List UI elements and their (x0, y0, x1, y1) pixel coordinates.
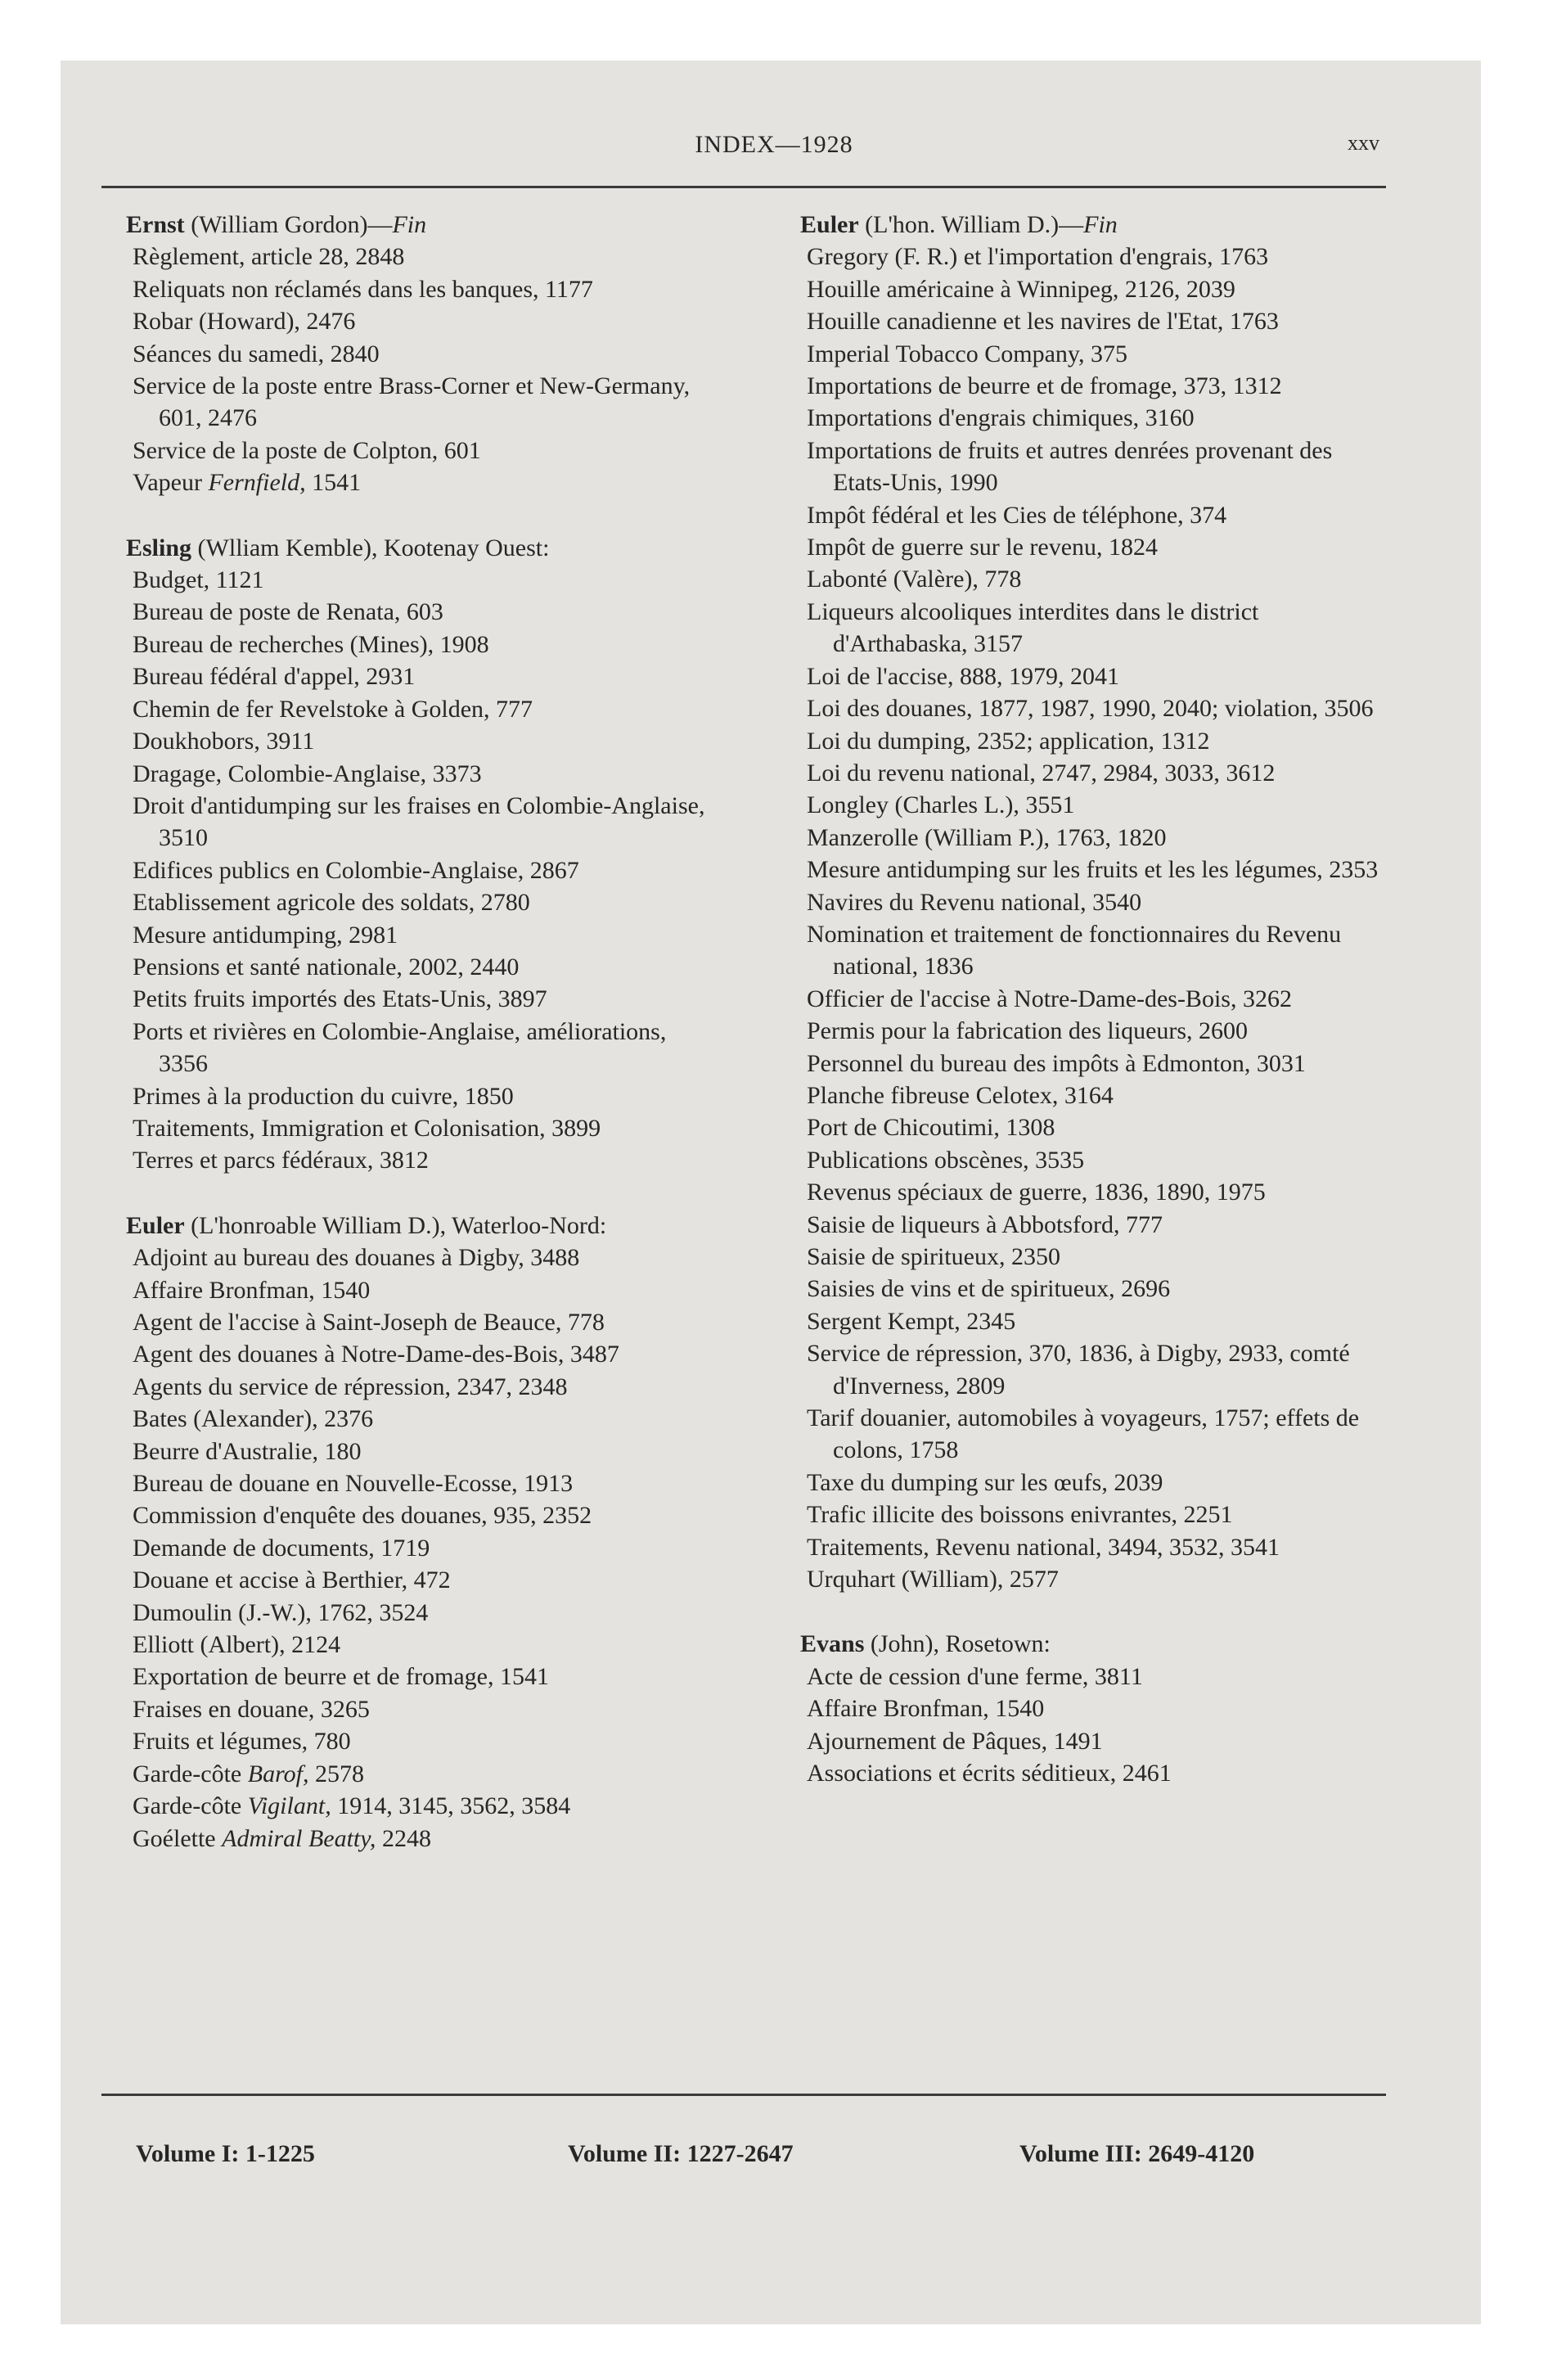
entry-italic: Admiral Beatty, (222, 1824, 376, 1852)
entry-italic: Vigilant, (247, 1792, 331, 1820)
index-entry (776, 370, 1391, 402)
index-entry (101, 1564, 717, 1596)
index-entry (776, 886, 1391, 918)
entry-text: Agent de l'accise à Saint-Joseph de Beauce, 778 (133, 1309, 605, 1336)
index-entry (101, 1693, 717, 1725)
entry-text: Houille américaine à Winnipeg, 2126, 2039 (807, 275, 1235, 303)
entry-text: Séances du samedi, 2840 (133, 340, 380, 367)
index-entry (776, 822, 1391, 854)
entry-text: Loi des douanes, 1877, 1987, 1990, 2040; violation, 3506 (807, 695, 1374, 723)
entry-text: Sergent Kempt, 2345 (807, 1307, 1016, 1335)
entry-text: Droit d'antidumping sur les fraises en Colombie-Anglaise, 3510 (133, 791, 705, 852)
entry-text: Adjoint au bureau des douanes à Digby, 3488 (133, 1244, 580, 1272)
entry-text: Reliquats non réclamés dans les banques, 1177 (133, 275, 593, 303)
entry-text: Garde-côte (133, 1792, 248, 1820)
entry-italic: Fernfield, (208, 469, 306, 497)
entry-text: Planche fibreuse Celotex, 3164 (807, 1081, 1114, 1109)
entry-text: Bureau de douane en Nouvelle-Ecosse, 1913 (133, 1470, 574, 1498)
index-entry (776, 1048, 1391, 1080)
index-entry (776, 1563, 1391, 1595)
index-entry (101, 1790, 717, 1822)
entry-text: Commission d'enquête des douanes, 935, 2352 (133, 1502, 592, 1530)
entry-text: Revenus spéciaux de guerre, 1836, 1890, 1975 (807, 1179, 1266, 1206)
index-entry (101, 951, 717, 983)
entry-text: Loi du dumping, 2352; application, 1312 (807, 727, 1210, 755)
entry-text: Gregory (F. R.) et l'importation d'engrais, 1763 (807, 243, 1269, 271)
index-entry (101, 1597, 717, 1629)
entry-text: Associations et écrits séditieux, 2461 (807, 1760, 1172, 1787)
entry-text: Impôt de guerre sur le revenu, 1824 (807, 534, 1159, 561)
entry-text: Manzerolle (William P.), 1763, 1820 (807, 823, 1167, 851)
entry-text: Elliott (Albert), 2124 (133, 1631, 341, 1659)
heading-detail: (L'hon. William D.)— (858, 211, 1084, 238)
index-entry (776, 338, 1391, 370)
entry-text: Saisie de spiritueux, 2350 (807, 1243, 1060, 1270)
entry-text: Demande de documents, 1719 (133, 1534, 430, 1562)
entry-text: Terres et parcs fédéraux, 3812 (133, 1147, 429, 1174)
index-entry (101, 370, 717, 435)
right-column (776, 209, 1391, 1790)
index-entry (101, 1629, 717, 1661)
index-entry (776, 241, 1391, 273)
index-entry (776, 918, 1391, 983)
entry-text: 1541 (305, 469, 362, 497)
entry-text: Trafic illicite des boissons enivrantes, 2251 (807, 1501, 1233, 1529)
entry-text: Permis pour la fabrication des liqueurs, 2600 (807, 1017, 1249, 1045)
footer-volume-1: Volume I: 1-1225 (136, 2140, 315, 2167)
index-entry (776, 1015, 1391, 1047)
section-gap (776, 1595, 1391, 1628)
index-entry (101, 725, 717, 757)
entry-text: Affaire Bronfman, 1540 (807, 1695, 1045, 1723)
index-entry (101, 1144, 717, 1176)
entry-text: Douane et accise à Berthier, 472 (133, 1566, 451, 1594)
entry-text: Bates (Alexander), 2376 (133, 1405, 374, 1433)
entry-text: Ajournement de Pâques, 1491 (807, 1727, 1103, 1755)
index-entry (101, 305, 717, 337)
index-entry (776, 273, 1391, 305)
entry-text: Officier de l'accise à Notre-Dame-des-Bois, 3262 (807, 985, 1292, 1012)
entry-text: Service de la poste entre Brass-Corner et New-Germany, 601, 2476 (133, 372, 691, 432)
index-heading (776, 209, 1391, 241)
index-heading (776, 1628, 1391, 1660)
entry-text: Exportation de beurre et de fromage, 1541 (133, 1663, 549, 1691)
index-entry (101, 693, 717, 725)
entry-text: Personnel du bureau des impôts à Edmonton, 3031 (807, 1049, 1306, 1077)
index-entry (776, 1531, 1391, 1563)
index-entry (101, 1758, 717, 1790)
entry-text: Tarif douanier, automobiles à voyageurs, 1757; effets de colons, 1758 (807, 1404, 1360, 1464)
index-entry (101, 660, 717, 692)
index-entry (776, 1467, 1391, 1499)
entry-text: Ports et rivières en Colombie-Anglaise, améliorations, 3356 (133, 1017, 667, 1078)
index-entry (101, 241, 717, 273)
section-gap (101, 1177, 717, 1210)
index-entry (101, 1403, 717, 1435)
index-entry (776, 1337, 1391, 1402)
entry-text: Liqueurs alcooliques interdites dans le district d'Arthabaska, 3157 (807, 597, 1259, 658)
entry-text: Goélette (133, 1824, 223, 1852)
entry-text: Taxe du dumping sur les œufs, 2039 (807, 1468, 1163, 1496)
entry-text: Bureau de poste de Renata, 603 (133, 598, 443, 626)
index-entry (776, 1661, 1391, 1693)
entry-text: Petits fruits importés des Etats-Unis, 3897 (133, 985, 547, 1013)
heading-name: Ernst (126, 211, 185, 238)
index-heading (101, 1210, 717, 1242)
heading-name: Euler (126, 1211, 185, 1239)
index-entry (776, 499, 1391, 531)
entry-text: Service de la poste de Colpton, 601 (133, 436, 481, 464)
entry-text: Importations d'engrais chimiques, 3160 (807, 404, 1195, 432)
heading-detail: (John), Rosetown: (864, 1630, 1051, 1658)
index-entry (776, 1693, 1391, 1724)
entry-text: Agent des douanes à Notre-Dame-des-Bois, 3487 (133, 1341, 619, 1368)
heading-detail: (Wlliam Kemble), Kootenay Ouest: (191, 534, 550, 561)
entry-text: Etablissement agricole des soldats, 2780 (133, 889, 530, 917)
index-entry (101, 1274, 717, 1306)
entry-text: Publications obscènes, 3535 (807, 1146, 1085, 1174)
entry-text: 2248 (376, 1824, 431, 1852)
entry-text: Urquhart (William), 2577 (807, 1566, 1059, 1593)
index-entry (776, 1080, 1391, 1111)
entry-text: Impôt fédéral et les Cies de téléphone, 374 (807, 501, 1227, 529)
index-entry (101, 1338, 717, 1370)
entry-text: Loi de l'accise, 888, 1979, 2041 (807, 662, 1119, 690)
index-entry (101, 564, 717, 596)
index-entry (101, 1306, 717, 1338)
heading-detail-italic: Fin (1083, 211, 1118, 238)
index-entry (776, 1176, 1391, 1208)
footer-rule (101, 2094, 1386, 2096)
left-column (101, 209, 717, 1855)
index-entry (776, 983, 1391, 1015)
index-entry (776, 402, 1391, 434)
entry-text: Mesure antidumping, 2981 (133, 921, 398, 949)
entry-text: Beurre d'Australie, 180 (133, 1437, 362, 1465)
footer-volume-2: Volume II: 1227-2647 (568, 2140, 794, 2167)
entry-text: Edifices publics en Colombie-Anglaise, 2867 (133, 856, 579, 884)
index-entry (101, 1467, 717, 1499)
entry-text: Saisies de vins et de spiritueux, 2696 (807, 1275, 1171, 1303)
entry-text: Primes à la production du cuivre, 1850 (133, 1082, 514, 1110)
index-entry (101, 629, 717, 660)
index-entry (101, 435, 717, 467)
header-rule (101, 186, 1386, 188)
index-entry (101, 596, 717, 628)
heading-detail: (William Gordon)— (184, 211, 393, 238)
entry-text: Dragage, Colombie-Anglaise, 3373 (133, 760, 482, 787)
entry-text: Traitements, Immigration et Colonisation, 3899 (133, 1114, 601, 1142)
entry-text: Navires du Revenu national, 3540 (807, 888, 1142, 916)
entry-text: Pensions et santé nationale, 2002, 2440 (133, 953, 520, 980)
index-entry (776, 596, 1391, 660)
heading-detail: (L'honroable William D.), Waterloo-Nord: (184, 1211, 607, 1239)
heading-name: Evans (800, 1630, 865, 1658)
index-entry (776, 1725, 1391, 1757)
page-number: xxv (1348, 131, 1379, 155)
entry-text: Fraises en douane, 3265 (133, 1695, 370, 1723)
heading-name: Euler (800, 211, 859, 238)
index-heading (101, 209, 717, 241)
entry-text: Affaire Bronfman, 1540 (133, 1276, 371, 1304)
entry-text: Labonté (Valère), 778 (807, 566, 1022, 593)
index-entry (101, 983, 717, 1015)
entry-text: Nomination et traitement de fonctionnaires du Revenu national, 1836 (807, 920, 1342, 980)
entry-text: Service de répression, 370, 1836, à Digby, 2933, comté d'Inverness, 2809 (807, 1340, 1350, 1400)
index-entry (101, 1080, 717, 1112)
index-entry (776, 1273, 1391, 1305)
index-entry (101, 854, 717, 886)
entry-text: 1914, 3145, 3562, 3584 (331, 1792, 571, 1820)
index-entry (101, 467, 717, 498)
entry-text: 2578 (308, 1760, 364, 1787)
entry-text: Agents du service de répression, 2347, 2348 (133, 1373, 568, 1400)
index-entry (776, 1144, 1391, 1176)
index-heading (101, 532, 717, 564)
index-entry (776, 692, 1391, 724)
entry-text: Dumoulin (J.-W.), 1762, 3524 (133, 1598, 429, 1626)
index-entry (776, 563, 1391, 595)
index-entry (776, 660, 1391, 692)
entry-text: Importations de beurre et de fromage, 373, 1312 (807, 372, 1282, 400)
entry-text: Robar (Howard), 2476 (133, 308, 356, 336)
index-entry (101, 1823, 717, 1855)
entry-text: Traitements, Revenu national, 3494, 3532, 3541 (807, 1533, 1280, 1561)
index-entry (776, 725, 1391, 757)
index-entry (101, 1016, 717, 1080)
entry-italic: Barof, (247, 1760, 309, 1787)
entry-text: Houille canadienne et les navires de l'Etat, 1763 (807, 308, 1279, 336)
index-entry (776, 789, 1391, 821)
entry-text: Budget, 1121 (133, 566, 264, 594)
index-entry (776, 757, 1391, 789)
index-entry (776, 854, 1391, 886)
index-entry (776, 305, 1391, 337)
index-entry (776, 435, 1391, 499)
heading-detail-italic: Fin (392, 211, 427, 238)
entry-text: Longley (Charles L.), 3551 (807, 791, 1075, 819)
index-entry (776, 1241, 1391, 1273)
entry-text: Garde-côte (133, 1760, 248, 1787)
entry-text: Vapeur (133, 469, 209, 497)
index-entry (776, 1111, 1391, 1143)
index-entry (776, 531, 1391, 563)
entry-text: Loi du revenu national, 2747, 2984, 3033, 3612 (807, 759, 1276, 787)
entry-text: Doukhobors, 3911 (133, 728, 315, 755)
entry-text: Règlement, article 28, 2848 (133, 243, 405, 271)
entry-text: Importations de fruits et autres denrées provenant des Etats-Unis, 1990 (807, 436, 1333, 497)
index-entry (101, 790, 717, 854)
index-entry (101, 1371, 717, 1403)
index-entry (776, 1402, 1391, 1467)
entry-text: Bureau de recherches (Mines), 1908 (133, 630, 489, 658)
index-entry (101, 273, 717, 305)
section-gap (101, 499, 717, 532)
index-entry (101, 1725, 717, 1757)
index-entry (101, 1242, 717, 1273)
entry-text: Port de Chicoutimi, 1308 (807, 1114, 1055, 1142)
page-title: INDEX—1928 (695, 131, 853, 158)
index-entry (101, 1436, 717, 1467)
entry-text: Mesure antidumping sur les fruits et les les légumes, 2353 (807, 856, 1379, 884)
index-entry (776, 1209, 1391, 1241)
entry-text: Acte de cession d'une ferme, 3811 (807, 1662, 1143, 1690)
heading-name: Esling (126, 534, 192, 561)
index-entry (101, 919, 717, 951)
entry-text: Bureau fédéral d'appel, 2931 (133, 663, 416, 691)
index-entry (101, 1532, 717, 1564)
index-entry (101, 886, 717, 918)
index-entry (776, 1757, 1391, 1789)
entry-text: Fruits et légumes, 780 (133, 1728, 351, 1756)
entry-text: Saisie de liqueurs à Abbotsford, 777 (807, 1210, 1163, 1238)
index-entry (101, 1499, 717, 1531)
index-entry (776, 1499, 1391, 1530)
index-entry (101, 1661, 717, 1693)
index-entry (776, 1305, 1391, 1337)
index-entry (101, 338, 717, 370)
entry-text: Imperial Tobacco Company, 375 (807, 340, 1127, 367)
index-entry (101, 1112, 717, 1144)
index-entry (101, 758, 717, 790)
entry-text: Chemin de fer Revelstoke à Golden, 777 (133, 695, 533, 723)
footer-volume-3: Volume III: 2649-4120 (1019, 2140, 1255, 2167)
